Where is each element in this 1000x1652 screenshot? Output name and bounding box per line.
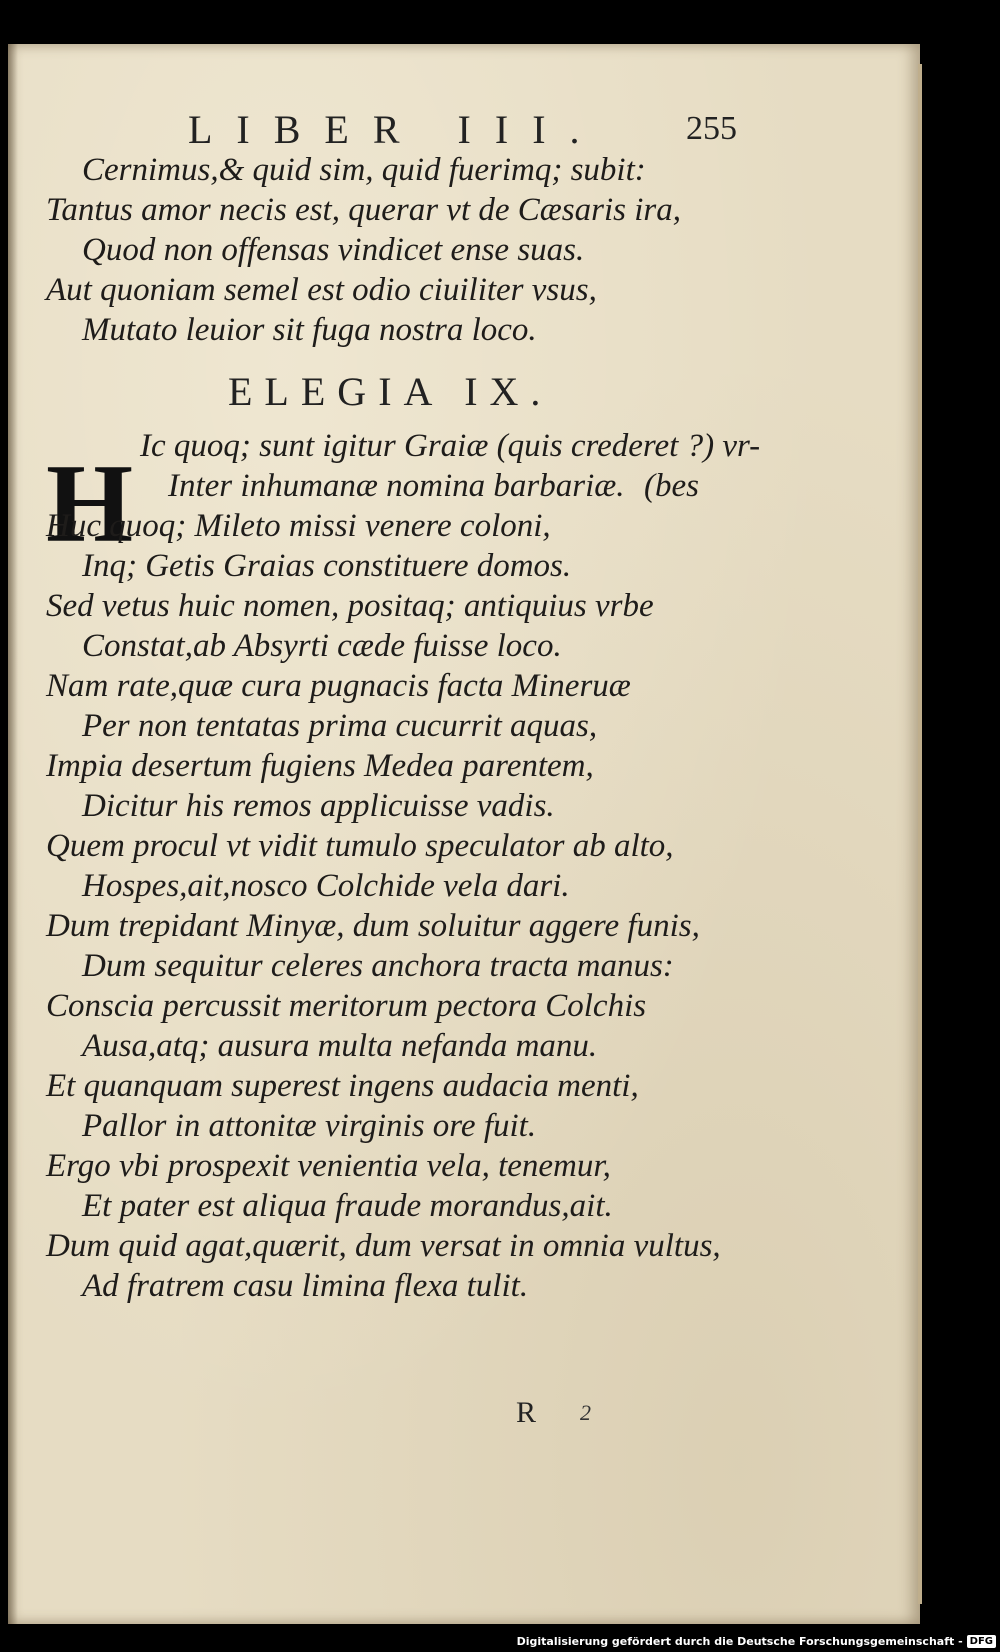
catchword: R bbox=[516, 1396, 537, 1429]
verse-line: Aut quoniam semel est odio ciuiliter vsus, bbox=[46, 272, 597, 308]
verse-line: Constat,ab Absyrti cæde fuisse loco. bbox=[82, 628, 562, 664]
verse-line: Ausa,atq; ausura multa nefanda manu. bbox=[82, 1028, 598, 1064]
verse-line: Dum trepidant Minyæ, dum soluitur aggere funis, bbox=[46, 908, 700, 944]
drop-cap-initial: H bbox=[46, 442, 134, 566]
verse-line: Dum sequitur celeres anchora tracta manus: bbox=[82, 948, 674, 984]
page-number: 255 bbox=[686, 110, 737, 147]
verse-line: Per non tentatas prima cucurrit aquas, bbox=[82, 708, 598, 744]
verse-line: Conscia percussit meritorum pectora Colchis bbox=[46, 988, 647, 1024]
verse-line: Mutato leuior sit fuga nostra loco. bbox=[82, 312, 537, 348]
dfg-logo: DFG bbox=[967, 1635, 996, 1648]
running-head: LIBER III. bbox=[188, 107, 604, 152]
verse-line: Inq; Getis Graias constituere domos. bbox=[82, 548, 572, 584]
verse-line: Quod non offensas vindicet ense suas. bbox=[82, 232, 585, 268]
digitization-credit: Digitalisierung gefördert durch die Deutsche Forschungsgemeinschaft - bbox=[516, 1634, 963, 1648]
verse-line: Pallor in attonitæ virginis ore fuit. bbox=[82, 1108, 537, 1144]
verse-line: Ad fratrem casu limina flexa tulit. bbox=[82, 1268, 529, 1304]
digitization-credit-bar bbox=[516, 1630, 1000, 1652]
verse-line: Inter inhumanæ nomina barbariæ. bbox=[168, 468, 625, 504]
verse-line: Cernimus,& quid sim, quid fuerimq; subit: bbox=[82, 152, 646, 188]
verse-line: Sed vetus huic nomen, positaq; antiquius vrbe bbox=[46, 588, 654, 624]
verse-line: Dicitur his remos applicuisse vadis. bbox=[82, 788, 555, 824]
verse-line: Impia desertum fugiens Medea parentem, bbox=[46, 748, 594, 784]
verse-line: Et quanquam superest ingens audacia menti, bbox=[46, 1068, 639, 1104]
verse-line: Et pater est aliqua fraude morandus,ait. bbox=[82, 1188, 613, 1224]
verse-line: Tantus amor necis est, querar vt de Cæsaris ira, bbox=[46, 192, 681, 228]
verse-line: Hospes,ait,nosco Colchide vela dari. bbox=[82, 868, 570, 904]
section-title: ELEGIA IX. bbox=[228, 369, 553, 414]
signature-mark: 2 bbox=[580, 1400, 591, 1425]
verse-line: Nam rate,quæ cura pugnacis facta Mineruæ bbox=[46, 668, 631, 704]
verse-line: Quem procul vt vidit tumulo speculator ab alto, bbox=[46, 828, 674, 864]
verse-line: Dum quid agat,quærit, dum versat in omnia vultus, bbox=[46, 1228, 721, 1264]
page-edge bbox=[918, 64, 922, 1604]
spine-shadow bbox=[8, 44, 18, 1624]
verse-line: Huc quoq; Mileto missi venere coloni, bbox=[46, 508, 551, 544]
verse-line: Ergo vbi prospexit venientia vela, tenemur, bbox=[46, 1148, 611, 1184]
verse-line: Ic quoq; sunt igitur Graiæ (quis crederet ?) vr- bbox=[140, 428, 761, 464]
turnover-word: (bes bbox=[644, 468, 699, 504]
book-page bbox=[8, 44, 920, 1624]
